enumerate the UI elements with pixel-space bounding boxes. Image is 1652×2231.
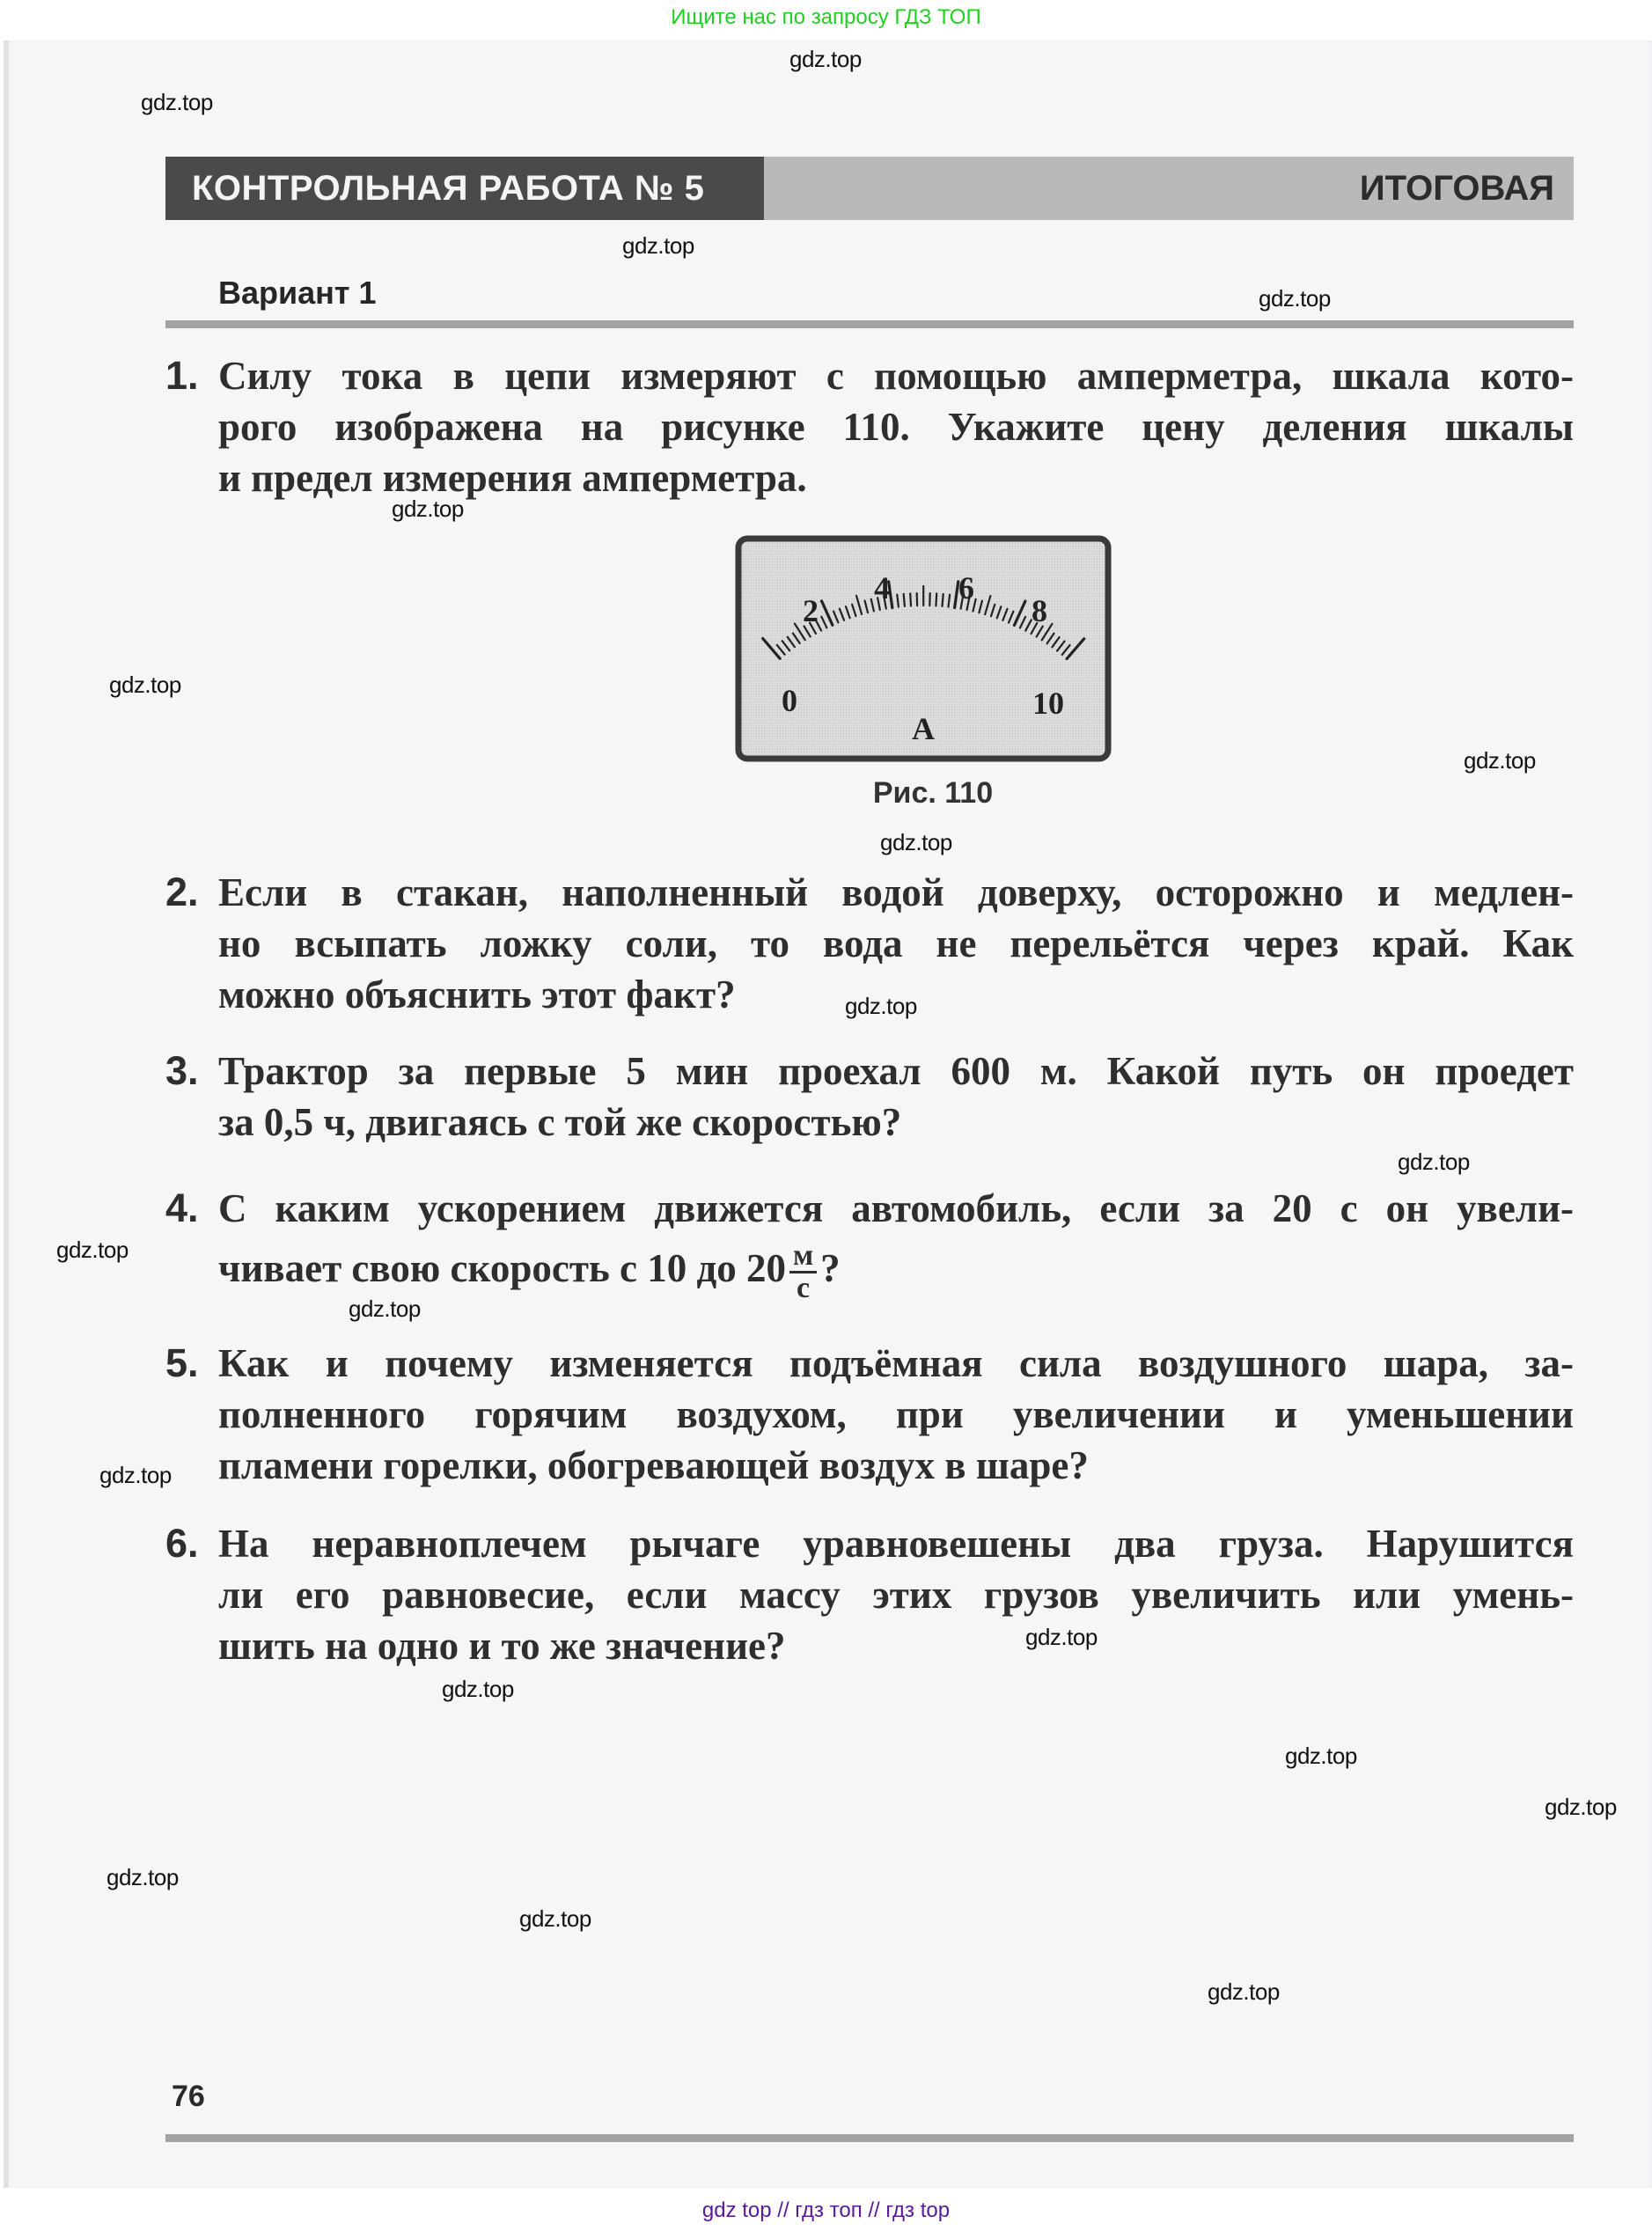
watermark: gdz.top — [141, 89, 213, 115]
watermark: gdz.top — [1259, 285, 1331, 312]
task-line — [165, 1241, 1574, 1303]
task-number: 3. — [165, 1048, 199, 1093]
header-divider — [165, 320, 1574, 328]
task-number: 5. — [165, 1340, 199, 1385]
task-line: шить на одно и то же значение? — [218, 1624, 786, 1668]
task-line: На неравноплечем рычаге уравновешены два груза. Нарушится — [218, 1522, 1574, 1566]
task-5 — [165, 1338, 1574, 1491]
footer-divider — [165, 2134, 1574, 2142]
task-line: ли его равновесие, если массу этих грузов увеличить или умень- — [218, 1573, 1574, 1617]
watermark: gdz.top — [349, 1295, 421, 1322]
task-line: пламени горелки, обогревающей воздух в шаре? — [218, 1443, 1089, 1487]
task-line: Как и почему изменяется подъёмная сила воздушного шара, за- — [218, 1341, 1574, 1385]
task-line: рого изображена на рисунке 110. Укажите цену деления шкалы — [218, 405, 1574, 449]
task-line: Если в стакан, наполненный водой доверху, осторожно и медлен- — [218, 870, 1574, 914]
task-1 — [165, 350, 1574, 503]
watermark: gdz.top — [880, 829, 952, 855]
task-line-text: чивает свою скорость с 10 до 20 — [218, 1245, 786, 1290]
figure-caption: Рис. 110 — [872, 776, 994, 810]
ammeter-dial-icon — [735, 535, 1112, 762]
ammeter-figure — [735, 535, 1112, 762]
watermark: gdz.top — [1398, 1149, 1470, 1175]
section-label: ИТОГОВАЯ — [764, 157, 1574, 220]
task-line: за 0,5 ч, двигаясь с той же скоростью? — [218, 1100, 902, 1144]
task-line: Силу тока в цепи измеряют с помощью амперметра, шкала кото- — [218, 354, 1574, 398]
watermark: gdz.top — [109, 672, 181, 698]
task-number: 6. — [165, 1521, 199, 1566]
task-6 — [165, 1518, 1574, 1671]
watermark: gdz.top — [1025, 1624, 1098, 1650]
question-mark: ? — [820, 1245, 841, 1290]
scale-label-8: 8 — [1032, 593, 1047, 628]
page-number: 76 — [172, 2080, 205, 2113]
watermark: gdz.top — [622, 232, 694, 259]
watermark: gdz.top — [845, 993, 917, 1019]
scale-label-6: 6 — [958, 570, 974, 605]
variant-title: Вариант 1 — [218, 275, 377, 311]
watermark: gdz.top — [1208, 1978, 1280, 2005]
bottom-promo-banner[interactable]: gdz top // гдз топ // гдз top — [701, 2198, 951, 2222]
task-line: но всыпать ложку соли, то вода не перельётся через край. Как — [218, 921, 1574, 965]
unit-fraction — [789, 1241, 817, 1303]
scale-label-4: 4 — [874, 570, 890, 605]
watermark: gdz.top — [1545, 1794, 1617, 1820]
task-3 — [165, 1046, 1574, 1148]
watermark: gdz.top — [106, 1864, 179, 1890]
task-line: можно объяснить этот факт? — [218, 972, 736, 1016]
fraction-denominator: с — [797, 1272, 811, 1304]
scale-label-10: 10 — [1032, 686, 1064, 721]
task-number: 4. — [165, 1185, 199, 1230]
unit-label: A — [912, 711, 935, 746]
watermark: gdz.top — [442, 1676, 514, 1702]
task-4 — [165, 1183, 1574, 1303]
task-line: и предел измерения амперметра. — [218, 456, 807, 500]
watermark: gdz.top — [392, 495, 464, 522]
section-title: КОНТРОЛЬНАЯ РАБОТА № 5 — [165, 157, 764, 220]
fraction-numerator: м — [789, 1241, 817, 1273]
task-line: Трактор за первые 5 мин проехал 600 м. Какой путь он проедет — [218, 1049, 1574, 1093]
watermark: gdz.top — [99, 1462, 172, 1488]
top-promo-banner[interactable]: Ищите нас по запросу ГДЗ ТОП — [671, 5, 981, 29]
watermark: gdz.top — [1464, 747, 1536, 774]
task-line: полненного горячим воздухом, при увеличении и уменьшении — [218, 1392, 1574, 1436]
scale-label-2: 2 — [803, 593, 819, 628]
task-number: 1. — [165, 353, 199, 398]
task-number: 2. — [165, 870, 199, 914]
watermark: gdz.top — [789, 46, 862, 72]
watermark: gdz.top — [519, 1905, 591, 1932]
watermark: gdz.top — [1285, 1743, 1357, 1769]
watermark: gdz.top — [56, 1237, 128, 1263]
task-line: С каким ускорением движется автомобиль, если за 20 с он увели- — [218, 1186, 1574, 1230]
section-header — [165, 157, 1574, 220]
scale-label-0: 0 — [782, 683, 797, 718]
